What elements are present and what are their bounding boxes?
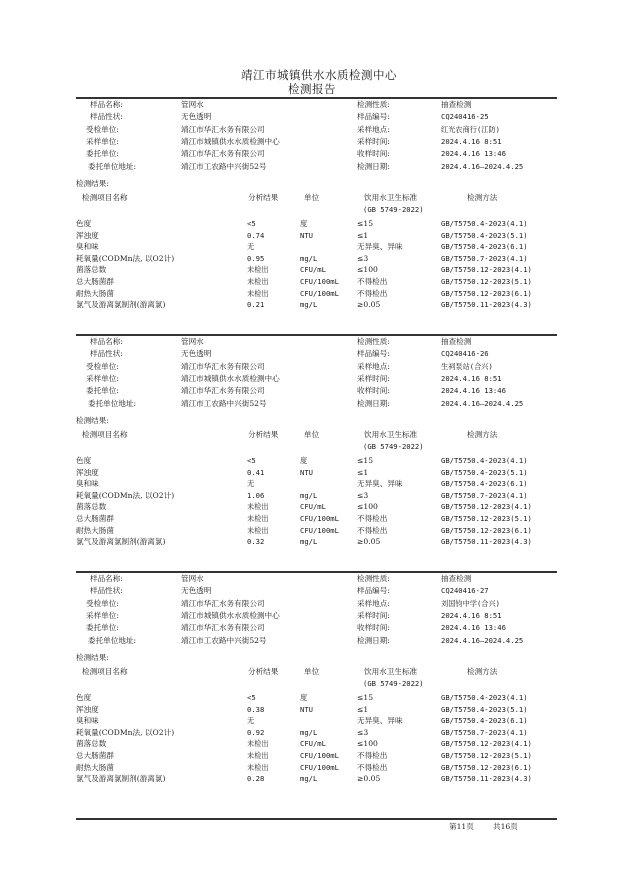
row-method: GB/T5750.11-2023(4.3) [441,537,532,547]
row-standard: 不得检出 [357,762,388,772]
row-result: 0.21 [247,300,265,310]
row-unit: 度 [300,219,308,228]
row-result: 无 [247,716,255,726]
col-header-unit: 单位 [304,667,320,676]
row-unit: CFU/100mL [300,514,339,523]
row-item: 耗氧量(CODMn法, 以O2计) [76,490,175,500]
row-method: GB/T5750.11-2023(4.3) [441,300,532,310]
row-method: GB/T5750.12-2023(4.1) [441,739,532,749]
client-unit-value: 靖江市华汇水务有限公司 [181,623,265,633]
row-result: 0.41 [247,467,265,477]
sampling-unit-label: 采样单位: [86,610,119,620]
sample-name-value: 管网水 [181,574,204,583]
col-header-result: 分析结果 [248,430,279,439]
client-unit-value: 靖江市华汇水务有限公司 [181,149,265,159]
sample-traits-label: 样品性状: [90,349,123,359]
report-doc-title: 检测报告 [288,82,336,96]
row-standard: ≤100 [357,739,378,749]
row-method: GB/T5750.12-2023(4.1) [441,502,532,512]
sampling-site-label: 采样地点: [357,361,390,371]
sample-traits-value: 无色透明 [181,112,212,122]
row-method: GB/T5750.7-2023(4.1) [441,727,528,737]
row-standard: 无异臭、异味 [357,716,403,726]
col-header-result: 分析结果 [248,193,279,202]
row-unit: NTU [300,704,313,714]
receive-time-label: 收样时间: [357,623,390,633]
row-unit: CFU/100mL [300,762,339,772]
col-header-standard-code: (GB 5749-2022) [363,205,424,214]
row-result: 无 [247,479,255,489]
row-result: <5 [247,456,256,465]
row-standard: 不得检出 [357,277,388,286]
row-method: GB/T5750.12-2023(6.1) [441,762,532,772]
row-result: 0.74 [247,230,265,240]
row-method: GB/T5750.4-2023(4.1) [441,693,528,702]
sampling-site-value: 生祠泵站(合兴) [441,361,493,371]
row-item: 总大肠菌群 [76,751,114,760]
row-unit: NTU [300,467,313,477]
sampling-unit-value: 靖江市城镇供水水质检测中心 [181,136,280,146]
sampling-site-value: 刘国钧中学(合兴) [441,598,500,608]
row-method: GB/T5750.4-2023(5.1) [441,467,528,477]
row-item: 耐热大肠菌 [76,525,114,535]
receive-time-label: 收样时间: [357,149,390,159]
row-item: 耐热大肠菌 [76,288,114,298]
sample-traits-value: 无色透明 [181,349,212,359]
inspect-type-label: 检测性质: [357,337,390,346]
test-date-value: 2024.4.16—2024.4.25 [441,398,524,408]
row-method: GB/T5750.4-2023(6.1) [441,716,528,726]
receive-time-value: 2024.4.16 13:46 [441,149,506,159]
col-header-standard: 饮用水卫生标准 [364,667,418,676]
sampling-site-label: 采样地点: [357,124,390,134]
sample-number-label: 样品编号: [357,349,390,359]
client-unit-label: 委托单位: [86,623,119,633]
sampling-time-value: 2024.4.16 8:51 [441,373,502,383]
row-item: 耐热大肠菌 [76,762,114,772]
test-date-value: 2024.4.16—2024.4.25 [441,161,524,171]
entrusted-unit-label: 受检单位: [86,361,119,371]
sampling-time-label: 采样时间: [357,373,390,383]
receive-time-label: 收样时间: [357,386,390,396]
page-total: 共16页 [493,822,518,831]
row-unit: CFU/100mL [300,277,339,286]
results-label: 检测结果: [76,653,109,662]
row-item: 臭和味 [76,479,99,489]
row-method: GB/T5750.11-2023(4.3) [441,774,532,784]
test-date-label: 检测日期: [357,161,390,171]
section-divider [76,571,557,573]
row-item: 氯气及游离氯制剂(游离氯) [76,774,166,784]
sample-number-value: CQ240416-26 [441,349,489,359]
row-item: 总大肠菌群 [76,277,114,286]
sample-name-label: 样品名称: [90,337,123,346]
col-header-method: 检测方法 [467,193,498,202]
col-header-result: 分析结果 [248,667,279,676]
row-item: 菌落总数 [76,502,107,512]
row-unit: mg/L [300,490,318,500]
row-method: GB/T5750.12-2023(5.1) [441,514,532,523]
receive-time-value: 2024.4.16 13:46 [441,386,506,396]
client-address-label: 委托单位地址: [88,398,137,408]
row-item: 菌落总数 [76,265,107,275]
row-standard: ≥0.05 [357,774,381,784]
col-header-method: 检测方法 [467,667,498,676]
row-unit: mg/L [300,774,318,784]
row-standard: 无异臭、异味 [357,242,403,252]
entrusted-unit-label: 受检单位: [86,598,119,608]
row-result: 未检出 [247,288,269,298]
page-number: 第11页 [449,822,474,831]
row-standard: ≤15 [357,693,374,702]
row-unit: CFU/100mL [300,288,339,298]
row-item: 菌落总数 [76,739,107,749]
row-standard: ≤15 [357,456,374,465]
row-standard: 不得检出 [357,751,388,760]
test-date-label: 检测日期: [357,635,390,645]
report-org-title: 靖江市城镇供水水质检测中心 [241,68,397,82]
row-standard: ≤3 [357,253,369,263]
row-unit: CFU/mL [300,265,326,275]
row-item: 耗氧量(CODMn法, 以O2计) [76,727,175,737]
row-standard: ≤15 [357,219,374,228]
sampling-site-label: 采样地点: [357,598,390,608]
row-item: 氯气及游离氯制剂(游离氯) [76,537,166,547]
row-result: 无 [247,242,255,252]
row-result: 未检出 [247,277,269,286]
client-address-label: 委托单位地址: [88,161,137,171]
row-standard: ≤3 [357,727,369,737]
row-unit: CFU/mL [300,739,326,749]
row-result: 未检出 [247,762,269,772]
col-header-item: 检测项目名称 [82,193,128,202]
row-standard: ≤1 [357,467,369,477]
row-result: 0.28 [247,774,265,784]
row-result: 0.32 [247,537,265,547]
sampling-unit-label: 采样单位: [86,373,119,383]
sample-name-label: 样品名称: [90,574,123,583]
sample-traits-label: 样品性状: [90,586,123,596]
row-item: 总大肠菌群 [76,514,114,523]
col-header-item: 检测项目名称 [82,667,128,676]
row-item: 色度 [76,693,92,702]
row-method: GB/T5750.7-2023(4.1) [441,490,528,500]
sample-traits-label: 样品性状: [90,112,123,122]
client-address-value: 靖江市工农路中兴街52号 [181,635,267,645]
row-unit: mg/L [300,300,318,310]
row-result: 1.06 [247,490,265,500]
row-method: GB/T5750.12-2023(4.1) [441,265,532,275]
row-standard: 不得检出 [357,288,388,298]
row-item: 色度 [76,219,92,228]
row-standard: ≥0.05 [357,300,381,310]
row-item: 色度 [76,456,92,465]
client-unit-value: 靖江市华汇水务有限公司 [181,386,265,396]
sample-traits-value: 无色透明 [181,586,212,596]
row-result: <5 [247,219,256,228]
sampling-time-label: 采样时间: [357,136,390,146]
row-standard: ≤100 [357,265,378,275]
row-unit: 度 [300,456,308,465]
col-header-standard: 饮用水卫生标准 [364,430,418,439]
row-method: GB/T5750.4-2023(6.1) [441,242,528,252]
row-method: GB/T5750.12-2023(5.1) [441,277,532,286]
entrusted-unit-label: 受检单位: [86,124,119,134]
row-unit: CFU/100mL [300,751,339,760]
entrusted-unit-value: 靖江市华汇水务有限公司 [181,361,265,371]
row-item: 浑浊度 [76,704,99,714]
row-standard: ≤100 [357,502,378,512]
row-standard: 不得检出 [357,514,388,523]
results-label: 检测结果: [76,416,109,425]
row-item: 耗氧量(CODMn法, 以O2计) [76,253,175,263]
sample-name-label: 样品名称: [90,100,123,109]
row-unit: CFU/100mL [300,525,339,535]
row-result: 未检出 [247,514,269,523]
sample-number-label: 样品编号: [357,112,390,122]
row-unit: mg/L [300,253,318,263]
test-date-label: 检测日期: [357,398,390,408]
sample-name-value: 管网水 [181,100,204,109]
inspect-type-value: 抽查检测 [441,337,472,346]
row-item: 臭和味 [76,716,99,726]
sampling-time-value: 2024.4.16 8:51 [441,136,502,146]
row-result: 未检出 [247,525,269,535]
col-header-unit: 单位 [304,430,320,439]
col-header-standard-code: (GB 5749-2022) [363,442,424,451]
row-unit: 度 [300,693,308,702]
sample-number-value: CQ240416-25 [441,112,489,122]
sample-name-value: 管网水 [181,337,204,346]
client-address-value: 靖江市工农路中兴街52号 [181,161,267,171]
row-result: 未检出 [247,751,269,760]
client-address-label: 委托单位地址: [88,635,137,645]
row-result: 0.38 [247,704,265,714]
sample-number-value: CQ240416-27 [441,586,489,596]
receive-time-value: 2024.4.16 13:46 [441,623,506,633]
section-divider [76,334,557,336]
client-unit-label: 委托单位: [86,149,119,159]
row-result: 未检出 [247,739,269,749]
col-header-standard-code: (GB 5749-2022) [363,679,424,688]
row-item: 氯气及游离氯制剂(游离氯) [76,300,166,310]
row-method: GB/T5750.4-2023(5.1) [441,230,528,240]
row-method: GB/T5750.12-2023(6.1) [441,525,532,535]
title-rule [76,97,557,99]
row-standard: 不得检出 [357,525,388,535]
entrusted-unit-value: 靖江市华汇水务有限公司 [181,124,265,134]
row-method: GB/T5750.4-2023(6.1) [441,479,528,489]
row-standard: ≤1 [357,230,369,240]
row-result: <5 [247,693,256,702]
row-result: 0.92 [247,727,265,737]
inspect-type-value: 抽查检测 [441,574,472,583]
row-method: GB/T5750.12-2023(5.1) [441,751,532,760]
row-standard: 无异臭、异味 [357,479,403,489]
inspect-type-label: 检测性质: [357,100,390,109]
sampling-time-value: 2024.4.16 8:51 [441,610,502,620]
col-header-standard: 饮用水卫生标准 [364,193,418,202]
row-result: 未检出 [247,502,269,512]
client-unit-label: 委托单位: [86,386,119,396]
row-result: 0.95 [247,253,265,263]
row-unit: NTU [300,230,313,240]
sampling-unit-label: 采样单位: [86,136,119,146]
inspect-type-value: 抽查检测 [441,100,472,109]
row-item: 浑浊度 [76,467,99,477]
row-standard: ≤1 [357,704,369,714]
row-method: GB/T5750.12-2023(6.1) [441,288,532,298]
col-header-method: 检测方法 [467,430,498,439]
sampling-time-label: 采样时间: [357,610,390,620]
row-method: GB/T5750.4-2023(4.1) [441,219,528,228]
col-header-unit: 单位 [304,193,320,202]
row-result: 未检出 [247,265,269,275]
row-method: GB/T5750.4-2023(5.1) [441,704,528,714]
row-item: 臭和味 [76,242,99,252]
row-method: GB/T5750.7-2023(4.1) [441,253,528,263]
row-method: GB/T5750.4-2023(4.1) [441,456,528,465]
client-address-value: 靖江市工农路中兴街52号 [181,398,267,408]
row-standard: ≤3 [357,490,369,500]
footer-rule [76,818,557,820]
col-header-item: 检测项目名称 [82,430,128,439]
row-standard: ≥0.05 [357,537,381,547]
test-date-value: 2024.4.16—2024.4.25 [441,635,524,645]
inspect-type-label: 检测性质: [357,574,390,583]
sampling-unit-value: 靖江市城镇供水水质检测中心 [181,610,280,620]
results-label: 检测结果: [76,179,109,188]
row-unit: mg/L [300,537,318,547]
row-unit: CFU/mL [300,502,326,512]
entrusted-unit-value: 靖江市华汇水务有限公司 [181,598,265,608]
row-unit: mg/L [300,727,318,737]
row-item: 浑浊度 [76,230,99,240]
sampling-unit-value: 靖江市城镇供水水质检测中心 [181,373,280,383]
sample-number-label: 样品编号: [357,586,390,596]
sampling-site-value: 红光农商行(江防) [441,124,500,134]
